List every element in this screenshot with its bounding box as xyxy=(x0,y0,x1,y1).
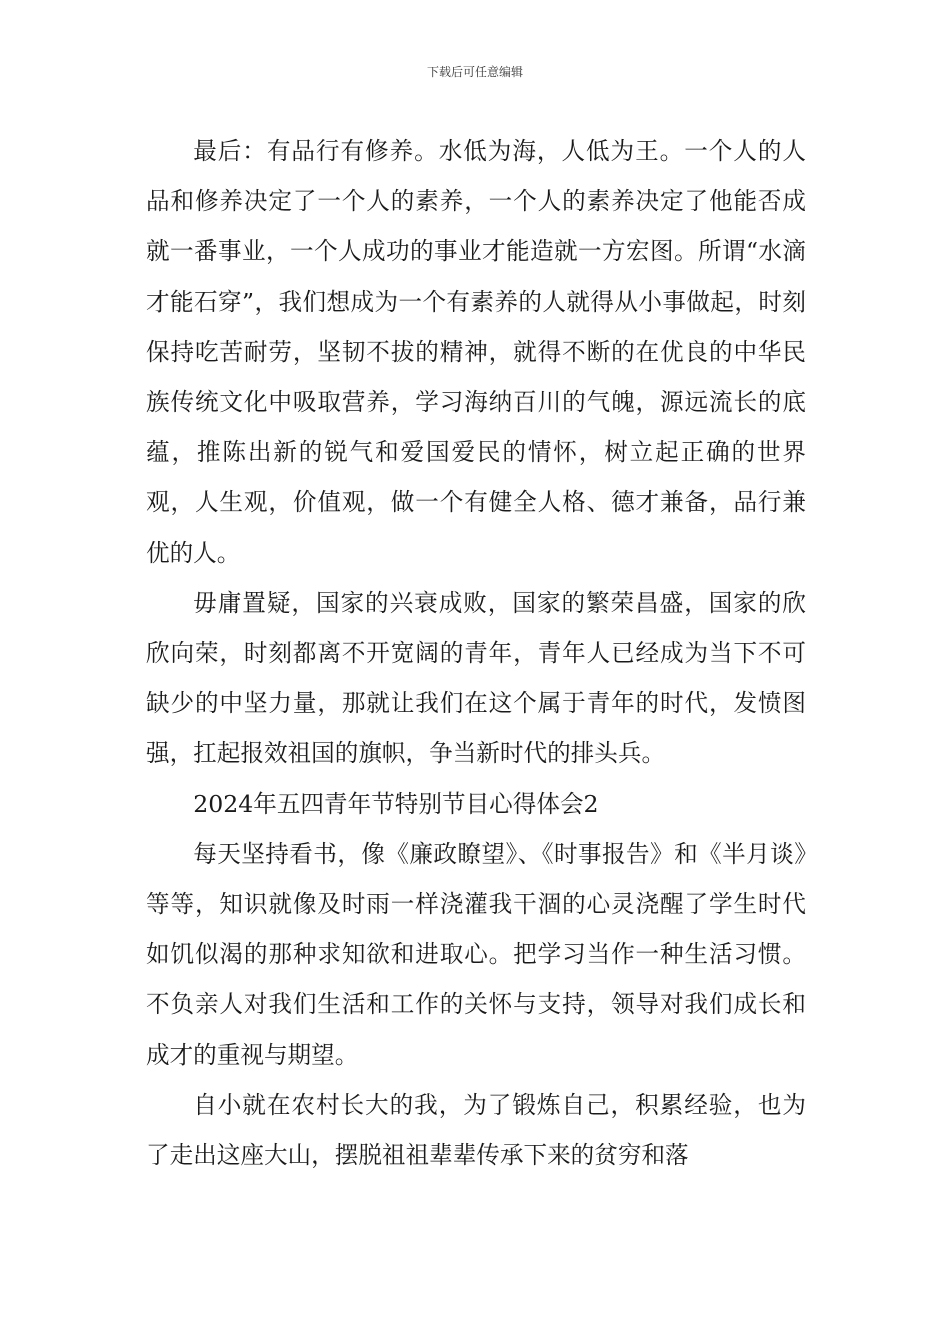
document-body xyxy=(146,126,806,1180)
paragraph-youth-role: 毋庸置疑，国家的兴衰成败，国家的繁荣昌盛，国家的欣欣向荣，时刻都离不开宽阔的青年，青年人已经成为当下不可缺少的中坚力量，那就让我们在这个属于青年的时代，发愤图强，扛起报效祖国的旗帜，争当新时代的排头兵。 xyxy=(146,588,806,768)
section-heading: 2024年五四青年节特别节目心得体会2 xyxy=(193,789,599,818)
paragraph-conclusion: 最后：有品行有修养。水低为海，人低为王。一个人的人品和修养决定了一个人的素养，一个人的素养决定了他能否成就一番事业，一个人成功的事业才能造就一方宏图。所谓“水滴才能石穿”，我们想成为一个有素养的人就得从小事做起，时刻保持吃苦耐劳，坚韧不拔的精神，就得不断的在优良的中华民族传统文化中吸取营养，学习海纳百川的气魄，源远流长的底蕴，推陈出新的锐气和爱国爱民的情怀，树立起正确的世界观，人生观，价值观，做一个有健全人格、德才兼备，品行兼优的人。 xyxy=(146,137,806,567)
paragraph-reading-habit: 每天坚持看书，像《廉政瞭望》、《时事报告》和《半月谈》等等，知识就像及时雨一样浇灌我干涸的心灵浇醒了学生时代如饥似渴的那种求知欲和进取心。把学习当作一种生活习惯。不负亲人对我们生活和工作的关怀与支持，领导对我们成长和成才的重视与期望。 xyxy=(146,839,806,1069)
paragraph-rural-upbringing: 自小就在农村长大的我，为了锻炼自己，积累经验，也为了走出这座大山，摆脱祖祖辈辈传承下来的贫穷和落 xyxy=(146,1090,806,1170)
page-header-note: 下载后可任意编辑 xyxy=(426,65,523,79)
